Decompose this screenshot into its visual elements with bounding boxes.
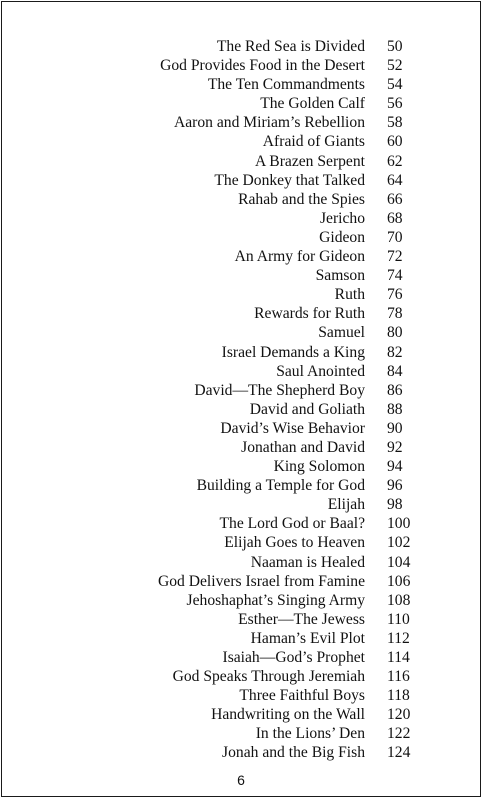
toc-entry-title: Jehoshaphat’s Singing Army	[186, 591, 365, 609]
toc-entry-page: 84	[387, 362, 403, 380]
toc-entry	[2, 323, 480, 342]
toc-entry-page: 62	[387, 152, 403, 170]
toc-entry-page: 54	[387, 76, 403, 94]
toc-entry-title: Samuel	[318, 324, 365, 342]
toc-entry-page: 110	[387, 610, 410, 628]
toc-entry-page: 96	[387, 477, 403, 495]
toc-entry-title: An Army for Gideon	[234, 248, 365, 266]
toc-entry	[2, 743, 480, 762]
toc-entry-page: 76	[387, 286, 403, 304]
toc-entry	[2, 476, 480, 495]
toc-entry	[2, 171, 480, 190]
toc-entry-title: Afraid of Giants	[262, 133, 365, 151]
toc-entry-page: 108	[387, 591, 411, 609]
toc-entry-title: Aaron and Miriam’s Rebellion	[174, 114, 365, 132]
toc-entry-page: 74	[387, 267, 403, 285]
toc-entry-page: 82	[387, 343, 403, 361]
toc-entry-page: 58	[387, 114, 403, 132]
toc-entry-page: 124	[387, 744, 411, 762]
toc-entry-title: Building a Temple for God	[196, 477, 365, 495]
toc-entry-page: 70	[387, 228, 403, 246]
toc-entry-title: Elijah Goes to Heaven	[224, 534, 365, 552]
toc-entry	[2, 686, 480, 705]
toc-entry	[2, 190, 480, 209]
toc-entry-title: King Solomon	[273, 458, 365, 476]
toc-entry	[2, 705, 480, 724]
toc-entry	[2, 247, 480, 266]
toc-entry-page: 104	[387, 553, 411, 571]
toc-entry-page: 112	[387, 629, 410, 647]
toc-entry	[2, 343, 480, 362]
toc-entry	[2, 285, 480, 304]
toc-entry-page: 52	[387, 57, 403, 75]
toc-entry-page: 116	[387, 668, 410, 686]
toc-entry	[2, 572, 480, 591]
toc-entry-title: Saul Anointed	[276, 362, 365, 380]
page-number: 6	[237, 772, 245, 788]
toc-entry-page: 118	[387, 687, 410, 705]
toc-entry-title: The Donkey that Talked	[214, 171, 365, 189]
toc-entry	[2, 37, 480, 56]
toc-entry-title: Israel Demands a King	[221, 343, 365, 361]
toc-entry-page: 60	[387, 133, 403, 151]
toc-entry	[2, 610, 480, 629]
toc-entry	[2, 228, 480, 247]
toc-entry	[2, 553, 480, 572]
toc-entry	[2, 591, 480, 610]
book-page	[1, 1, 481, 797]
toc-entry-title: The Lord God or Baal?	[219, 515, 365, 533]
toc-entry-title: The Red Sea is Divided	[216, 38, 365, 55]
toc-entry	[2, 266, 480, 285]
toc-entry	[2, 457, 480, 476]
toc-entry-page: 68	[387, 209, 403, 227]
toc-entry-page: 92	[387, 438, 403, 456]
toc-entry-page: 114	[387, 649, 410, 666]
toc-entry-title: Jericho	[319, 209, 365, 227]
toc-entry	[2, 209, 480, 228]
toc-entry-page: 72	[387, 248, 403, 266]
toc-entry	[2, 75, 480, 94]
toc-entry-page: 94	[387, 458, 403, 476]
toc-entry-title: David—The Shepherd Boy	[194, 381, 365, 399]
toc-entry-page: 102	[387, 534, 411, 552]
toc-entry	[2, 56, 480, 75]
toc-entry-page: 122	[387, 725, 411, 743]
toc-entry-page: 50	[387, 38, 403, 55]
toc-entry-title: Elijah	[327, 496, 365, 514]
toc-entry-page: 98	[387, 496, 403, 514]
toc-entry	[2, 514, 480, 533]
toc-entry	[2, 438, 480, 457]
toc-entry-title: Three Faithful Boys	[239, 687, 365, 705]
toc-entry-title: The Ten Commandments	[207, 76, 365, 94]
toc-entry	[2, 629, 480, 648]
toc-entry-title: Gideon	[319, 228, 365, 246]
toc-entry	[2, 304, 480, 323]
toc-entry-title: Jonathan and David	[241, 438, 365, 456]
toc-entry-page: 56	[387, 95, 403, 113]
toc-entry	[2, 94, 480, 113]
toc-entry-title: Esther—The Jewess	[238, 610, 365, 628]
toc-entry-page: 90	[387, 419, 403, 437]
toc-entry	[2, 419, 480, 438]
toc-entry-title: Handwriting on the Wall	[211, 706, 365, 724]
toc-entry-title: The Golden Calf	[260, 95, 365, 113]
toc-entry-page: 66	[387, 190, 403, 208]
toc-entry	[2, 400, 480, 419]
toc-entry-title: God Provides Food in the Desert	[160, 57, 365, 75]
toc-entry-title: Haman’s Evil Plot	[250, 629, 365, 647]
toc-entry	[2, 648, 480, 667]
toc-entry	[2, 381, 480, 400]
toc-entry-title: Rahab and the Spies	[238, 190, 365, 208]
toc-entry-page: 106	[387, 572, 411, 590]
toc-entry-page: 80	[387, 324, 403, 342]
table-of-contents	[2, 37, 480, 763]
toc-entry	[2, 667, 480, 686]
toc-entry-title: God Speaks Through Jeremiah	[172, 668, 365, 686]
toc-entry-page: 88	[387, 400, 403, 418]
toc-entry-title: Rewards for Ruth	[254, 305, 365, 323]
toc-entry-page: 100	[387, 515, 411, 533]
toc-entry	[2, 362, 480, 381]
toc-entry	[2, 132, 480, 151]
toc-entry-title: Naaman is Healed	[250, 553, 365, 571]
toc-entry-title: In the Lions’ Den	[255, 725, 365, 743]
toc-entry	[2, 113, 480, 132]
toc-entry-title: Samson	[315, 267, 365, 285]
toc-entry-title: Isaiah—God’s Prophet	[222, 649, 365, 666]
toc-entry-title: Ruth	[334, 286, 365, 304]
toc-entry-page: 78	[387, 305, 403, 323]
toc-entry	[2, 533, 480, 552]
toc-entry-title: A Brazen Serpent	[255, 152, 365, 170]
toc-entry-title: David and Goliath	[249, 400, 365, 418]
toc-entry	[2, 495, 480, 514]
toc-entry-page: 120	[387, 706, 411, 724]
toc-entry	[2, 724, 480, 743]
toc-entry-title: God Delivers Israel from Famine	[158, 572, 365, 590]
toc-entry-title: Jonah and the Big Fish	[222, 744, 365, 762]
toc-entry-page: 64	[387, 171, 403, 189]
toc-entry-title: David’s Wise Behavior	[220, 419, 365, 437]
toc-entry-page: 86	[387, 381, 403, 399]
toc-entry	[2, 152, 480, 171]
